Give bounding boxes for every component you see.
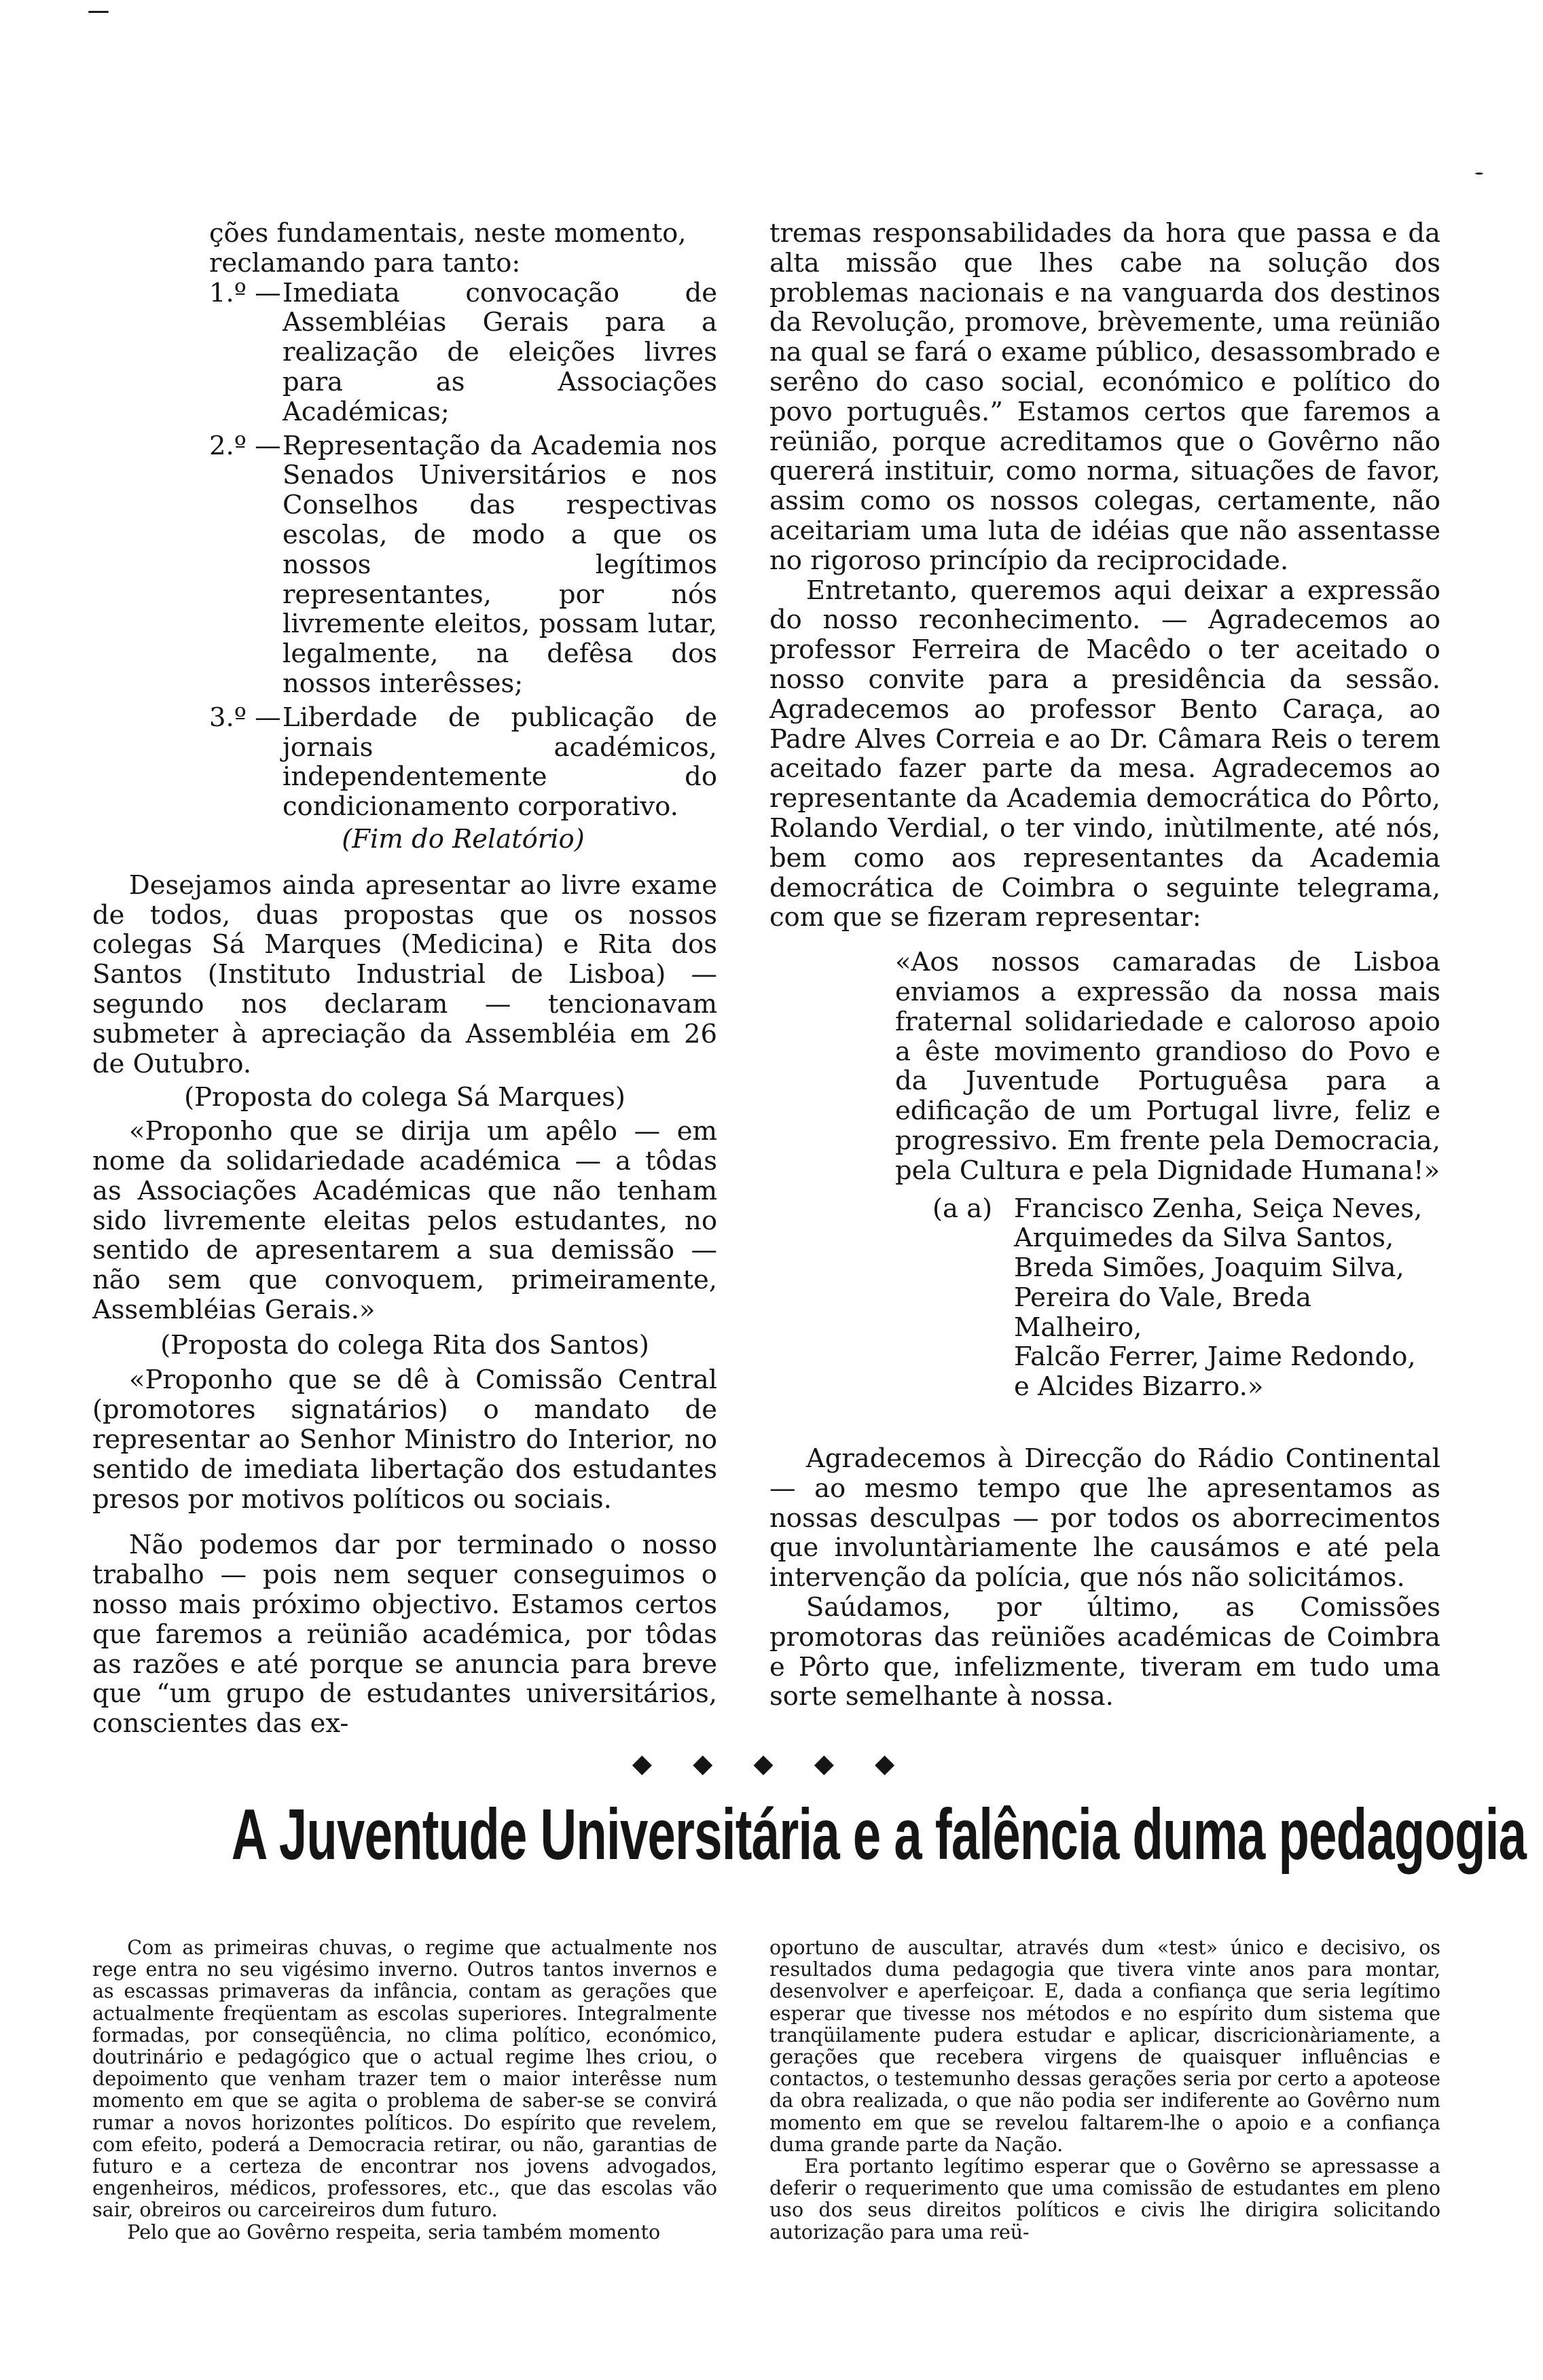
signatory-line: Breda Simões, Joaquim Silva,: [1014, 1252, 1404, 1284]
proposal-1-title: (Proposta do colega Sá Marques): [184, 1082, 625, 1113]
signatory-line: Pereira do Vale, Breda Malheiro,: [1014, 1282, 1311, 1343]
proposal-2-text: «Proponho que se dê à Comissão Central (promotores signatários) o mandato de representar ao Senhor Ministro do Interior, no sentido de imediata libertação dos estudantes presos por motivos políticos ou sociais.: [92, 1365, 717, 1515]
paragraph-radio-apology: Agradecemos à Direcção do Rádio Continental — ao mesmo tempo que lhe apresentamos as nossas desculpas — por todos os aborrecimentos que involuntàriamente lhe causámos e até pela intervenção da polícia, que nós não solicitámos.: [769, 1443, 1440, 1593]
print-speck: [1475, 173, 1483, 175]
print-speck: [88, 11, 109, 13]
paragraph-greetings: Saúdamos, por último, as Comissões promotoras das reüniões académicas de Coimbra e Pôrto que, infelizmente, tiveram em tudo uma sorte semelhante à nossa.: [769, 1592, 1440, 1712]
proposal-2-title: (Proposta do colega Rita dos Santos): [160, 1329, 649, 1360]
signatory-line: Arquimedes da Silva Santos,: [1014, 1223, 1394, 1254]
paragraph-acknowledgements: Entretanto, queremos aqui deixar a expressão do nosso reconhecimento. — Agradecemos ao professor Ferreira de Macêdo o ter aceitado o nosso convite para a presidência da sessão. Agradecemos ao professor Bento Caraça, ao Padre Alves Correia e ao Dr. Câmara Reis o terem aceitado fazer parte da mesa. Agradecemos ao representante da Academia democrática do Pôrto, Rolando Verdial, o ter vindo, inùtilmente, até nós, bem como aos representantes da Academia democrática de Coimbra o seguinte telegrama, com que se fizeram representar:: [769, 575, 1440, 933]
article-paragraph: Pelo que ao Govêrno respeita, seria também momento: [127, 2220, 661, 2243]
item-text: Representação da Academia nos Senados Universitários e nos Conselhos das respectivas escolas, de modo a que os nossos legítimos representantes, por nós livremente eleitos, possam lutar, legalmente, na defêsa dos nossos interêsses;: [283, 430, 717, 699]
right-column: [769, 219, 1440, 1712]
proposal-1-text: «Proponho que se dirija um apêlo — em nome da solidariedade académica — a tôdas as Associações Académicas que não tenham sido livremente eleitas pelos estudantes, no sentido de apresentarem a sua demissão — não sem que convoquem, primeiramente, Assembléias Gerais.»: [92, 1116, 717, 1325]
article-title: A Juventude Universitária e a falência duma pedagogia: [231, 1795, 1527, 1875]
telegram-quote: «Aos nossos camaradas de Lisboa enviamos a expressão da nossa mais fraternal solidariedade e caloroso apoio a êste movimento grandioso do Povo e da Juventude Portuguêsa para a edificação de um Portugal livre, feliz e progressivo. Em frente pela Democracia, pela Cultura e pela Dignidade Humana!»: [895, 947, 1440, 1186]
article-left-column: [92, 1937, 717, 2243]
article-paragraph: Com as primeiras chuvas, o regime que actualmente nos rege entra no seu vigésimo inverno. Outros tantos invernos e as escassas primaveras da infância, contam as gerações que actualmente freqüentam as escolas superiores. Integralmente formadas, por conseqüência, no clima político, económico, doutrinário e pedagógico que o actual regime lhes criou, o depoimento que venham trazer tem o maior interêsse num momento em que se agita o problema de saber-se se convirá rumar a novos horizontes políticos. Do espírito que revelem, com efeito, poderá a Democracia retirar, ou não, garantias de futuro e a certeza de encontrar nos jovens advogados, engenheiros, médicos, professores, etc., que das escolas vão sair, obreiros ou carceireiros dum futuro.: [92, 1936, 717, 2222]
signatory-line: Falcão Ferrer, Jaime Redondo,: [1014, 1341, 1416, 1373]
article-right-column: [769, 1937, 1440, 2243]
demand-item-2: [209, 431, 717, 699]
section-separator: ◆ ◆ ◆ ◆ ◆: [632, 1748, 911, 1778]
item-number: 3.º —: [209, 702, 281, 733]
signatory-line: Francisco Zenha, Seiça Neves,: [1014, 1193, 1423, 1224]
demand-item-3: [209, 703, 717, 822]
paragraph-conclusion: Não podemos dar por terminado o nosso trabalho — pois nem sequer conseguimos o nosso mais próximo objectivo. Estamos certos que faremos a reünião académica, por tôdas as razões e até porque se anuncia para breve que “um grupo de estudantes universitários, conscientes das ex-: [92, 1530, 717, 1739]
item-number: 2.º —: [209, 430, 281, 461]
demand-item-1: [209, 278, 717, 427]
item-text: Imediata convocação de Assembléias Gerais para a realização de eleições livres para as Associações Académicas;: [283, 277, 717, 427]
item-text: Liberdade de publicação de jornais académicos, independentemente do condicionamento corporativo.: [283, 702, 717, 823]
article-paragraph: Era portanto legítimo esperar que o Govêrno se apressasse a deferir o requerimento que uma comissão de estudantes em pleno uso dos seus direitos políticos e civis lhe dirigira solicitando autorização para uma reü-: [769, 2155, 1440, 2243]
item-number: 1.º —: [209, 277, 281, 308]
paragraph-continuation: tremas responsabilidades da hora que passa e da alta missão que lhes cabe na solução dos problemas nacionais e na vanguarda dos destinos da Revolução, promove, brèvemente, uma reünião na qual se fará o exame público, desassombrado e serêno do caso social, económico e político do povo português.” Estamos certos que faremos a reünião, porque acreditamos que o Govêrno não quererá instituir, como norma, situações de favor, assim como os nossos colegas, certamente, não aceitariam uma luta de idéias que não assentasse no rigoroso princípio da reciprocidade.: [769, 218, 1440, 576]
paragraph-proposals-intro: Desejamos ainda apresentar ao livre exame de todos, duas propostas que os nossos colegas Sá Marques (Medicina) e Rita dos Santos (Instituto Industrial de Lisboa) — segundo nos declaram — tencionavam submeter à apreciação da Assembléia em 26 de Outubro.: [92, 869, 717, 1079]
article-paragraph: oportuno de auscultar, através dum «test» único e decisivo, os resultados duma pedagogia que tivera vinte anos para montar, desenvolver e aperfeiçoar. E, dada a confiança que seria legítimo esperar que tivesse nos métodos e no espírito dum sistema que tranqüilamente pudera estudar e aplicar, discricionàriamente, a gerações que recebera virgens de quaisquer influências e contactos, o testemunho dessas gerações seria por certo a apoteose da obra realizada, o que não podia ser indiferente ao Govêrno num momento em que se revelou faltarem-lhe o apoio e a confiança duma grande parte da Nação.: [769, 1936, 1440, 2156]
end-of-report: (Fim do Relatório): [342, 823, 585, 854]
left-column: [92, 219, 717, 1739]
intro-text: ções fundamentais, neste momento, reclamando para tanto:: [209, 218, 687, 278]
signed-label: (a a): [932, 1193, 993, 1224]
signatory-line: e Alcides Bizarro.»: [1014, 1371, 1264, 1403]
telegram-signatories: [932, 1194, 1440, 1403]
